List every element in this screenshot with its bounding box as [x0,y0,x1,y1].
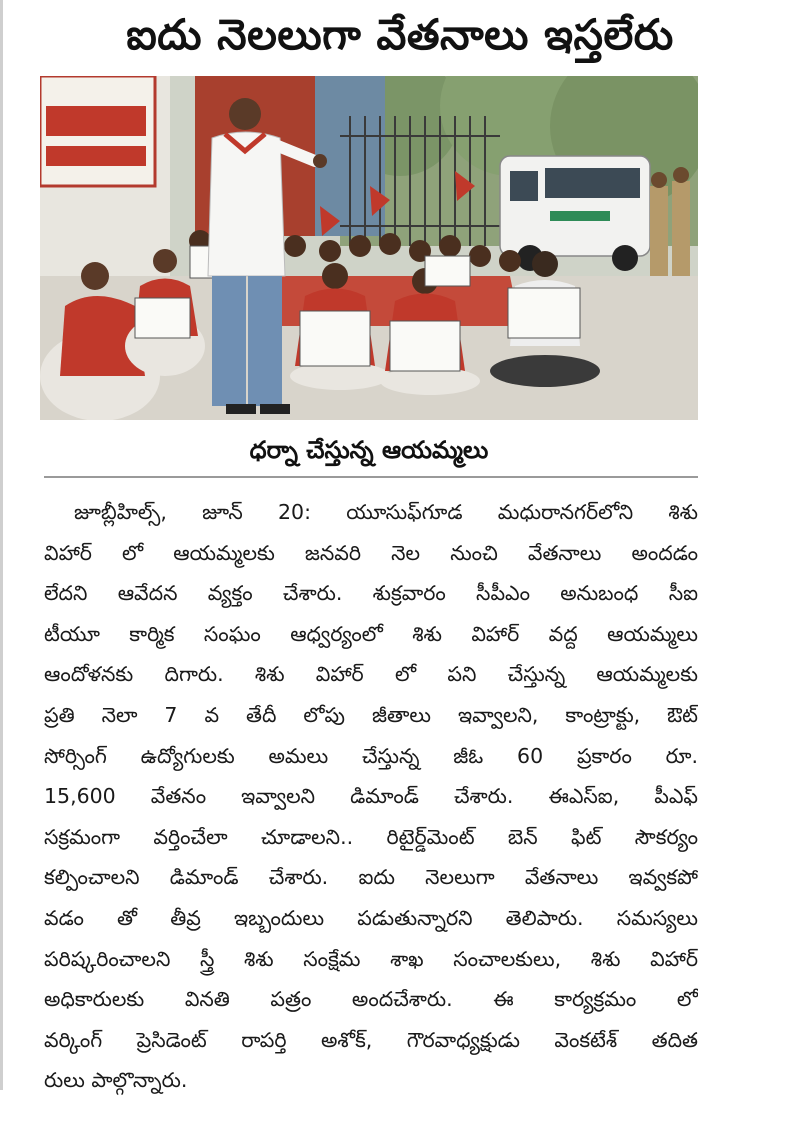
article-line: టీయూ కార్మిక సంఘం ఆధ్వర్యంలో శిశు విహార్ వద్ద ఆయమ్మలు [44,621,698,646]
article-line: ఆందోళనకు దిగారు. శిశు విహార్ లో పని చేస్తున్న ఆయమ్మలకు [44,662,698,687]
article-line: వర్కింగ్ ప్రెసిడెంట్ రాపర్తి అశోక్, గౌరవాధ్యక్షుడు వెంకటేశ్ తదిత [44,1027,698,1052]
article-line: వడం తో తీవ్ర ఇబ్బందులు పడుతున్నారని తెలిపారు. సమస్యలు [44,905,698,930]
article-line: ప్రతి నెలా 7 వ తేదీ లోపు జీతాలు ఇవ్వాలని, కాంట్రాక్టు, ఔట్ [44,702,698,727]
headline: ఐదు నెలలుగా వేతనాలు ఇస్తలేరు [126,10,674,59]
column-rule [0,0,3,1090]
article-line: లేదని ఆవేదన వ్యక్తం చేశారు. శుక్రవారం సీపీఎం అనుబంధ సీఐ [44,581,698,606]
article-line: సోర్సింగ్ ఉద్యోగులకు అమలు చేస్తున్న జీఓ 60 ప్రకారం రూ. [44,743,698,768]
news-photo [40,76,698,420]
article-line: కల్పించాలని డిమాండ్ చేశారు. ఐదు నెలలుగా వేతనాలు ఇవ్వకపో [44,865,698,890]
protest-photo-illustration [40,76,698,420]
caption-divider [44,476,698,478]
article-line: అధికారులకు వినతి పత్రం అందచేశారు. ఈ కార్యక్రమం లో [44,987,698,1012]
article-line: విహార్ లో ఆయమ్మలకు జనవరి నెల నుంచి వేతనాలు అందడం [44,540,698,565]
article-line: పరిష్కరించాలని స్త్రీ శిశు సంక్షేమ శాఖ సంచాలకులు, శిశు విహార్ [44,946,698,971]
article-line: రులు పాల్గొన్నారు. [44,1068,188,1093]
photo-caption: ధర్నా చేస్తున్న ఆయమ్మలు [249,436,489,464]
article-line: 15,600 వేతనం ఇవ్వాలని డిమాండ్ చేశారు. ఈఎస్ఐ, పీఎఫ్ [44,784,698,809]
article-body [44,492,698,1101]
article-line: సక్రమంగా వర్తించేలా చూడాలని.. రిటైర్డ్‌మెంట్ బెన్ ఫిట్ సౌకర్యం [44,824,698,849]
article-line: జూబ్లీహిల్స్, జూన్ 20: యూసుఫ్‌గూడ మధురానగర్‌లోని శిశు [74,500,698,524]
